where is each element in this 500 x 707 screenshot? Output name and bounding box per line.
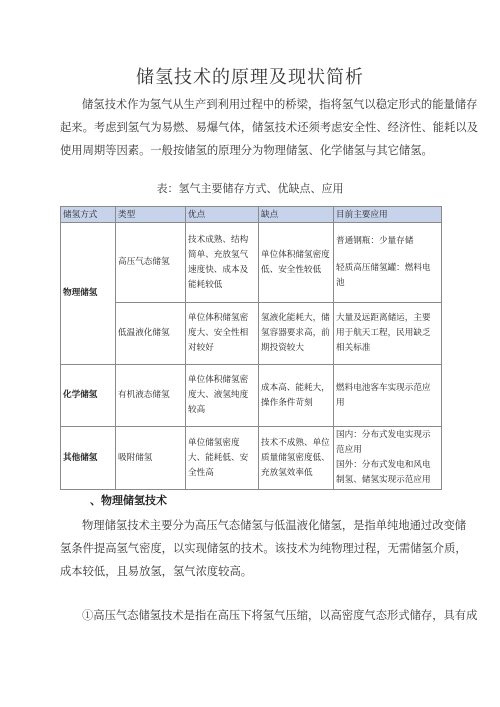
item-paragraph — [60, 604, 478, 627]
intro-paragraph — [60, 93, 478, 162]
table-caption: 表：氢气主要储存方式、优缺点、应用 — [156, 182, 344, 195]
category-cell: 其他储氢 — [61, 427, 116, 490]
cons-cell: 技术不成熟、单位质量储氢密度低、充放氢效率低 — [259, 427, 334, 490]
type-cell: 吸附储氢 — [116, 427, 186, 490]
type-cell: 高压气态储氢 — [116, 223, 186, 303]
section-heading: 、物理储氢技术 — [90, 494, 167, 507]
header-cell: 类型 — [116, 207, 186, 223]
pros-cell: 技术成熟、结构简单、充放氢气速度快、成本及能耗较低 — [186, 223, 259, 303]
table-row — [61, 427, 442, 490]
header-cell: 目前主要应用 — [334, 207, 442, 223]
item-line: ①高压气态储氢技术是指在高压下将氢气压缩，以高密度气态形式储存，具有成 — [82, 609, 478, 622]
storage-methods-table — [60, 206, 442, 490]
cons-cell: 单位体积储氢密度低、安全性较低 — [259, 223, 334, 303]
application-cell: 大量及远距离储运，主要用于航天工程，民用缺乏相关标准 — [334, 303, 442, 365]
table-row — [61, 223, 442, 303]
header-cell: 缺点 — [259, 207, 334, 223]
application-cell — [334, 427, 442, 490]
header-cell: 优点 — [186, 207, 259, 223]
section-line: 成本较低，且易放氢，氢气浓度较高。 — [60, 565, 253, 578]
section-line: 物理储氢技术主要分为高压气态储氢与低温液化储氢，是指单纯地通过改变储 — [82, 519, 467, 532]
header-cell: 储氢方式 — [61, 207, 116, 223]
intro-line: 储氢技术作为氢气从生产到利用过程中的桥梁，指将氢气以稳定形式的能量储存 — [82, 98, 478, 111]
table-header-row — [61, 207, 442, 223]
pros-cell: 单位储氢密度大、能耗低、安全性高 — [186, 427, 259, 490]
application-cell: 燃料电池客车实现示范应用 — [334, 365, 442, 427]
section-line: 氢条件提高氢气密度，以实现储氢的技术。该技术为纯物理过程，无需储氢介质， — [60, 542, 467, 555]
cons-cell: 氢液化能耗大，储氢容器要求高，前期投资较大 — [259, 303, 334, 365]
category-cell: 物理储氢 — [61, 223, 116, 365]
application-line: 国外：分布式发电和风电制氢、储氢实现示范应用 — [336, 460, 431, 485]
application-cell — [334, 223, 442, 303]
pros-cell: 单位体积储氢密度大、液氢纯度较高 — [186, 365, 259, 427]
type-cell: 低温液化储氢 — [116, 303, 186, 365]
intro-line: 起来。考虑到氢气为易燃、易爆气体，储氢技术还须考虑安全性、经济性、能耗以及 — [60, 121, 478, 134]
category-cell: 化学储氢 — [61, 365, 116, 427]
type-cell: 有机液态储氢 — [116, 365, 186, 427]
application-line: 普通钢瓶：少量存储 — [336, 236, 414, 246]
cons-cell: 成本高、能耗大，操作条件苛刻 — [259, 365, 334, 427]
table-row — [61, 365, 442, 427]
table-row — [61, 303, 442, 365]
intro-line: 使用周期等因素。一般按储氢的原理分为物理储氢、化学储氢与其它储氢。 — [60, 144, 433, 157]
application-line: 国内：分布式发电实现示范应用 — [336, 430, 431, 455]
document-title: 储氢技术的原理及现状简析 — [136, 67, 364, 88]
section-paragraph — [60, 514, 467, 583]
application-line: 轻质高压储氢罐：燃料电池 — [336, 263, 431, 288]
pros-cell: 单位体积储氢密度大、安全性相对较好 — [186, 303, 259, 365]
